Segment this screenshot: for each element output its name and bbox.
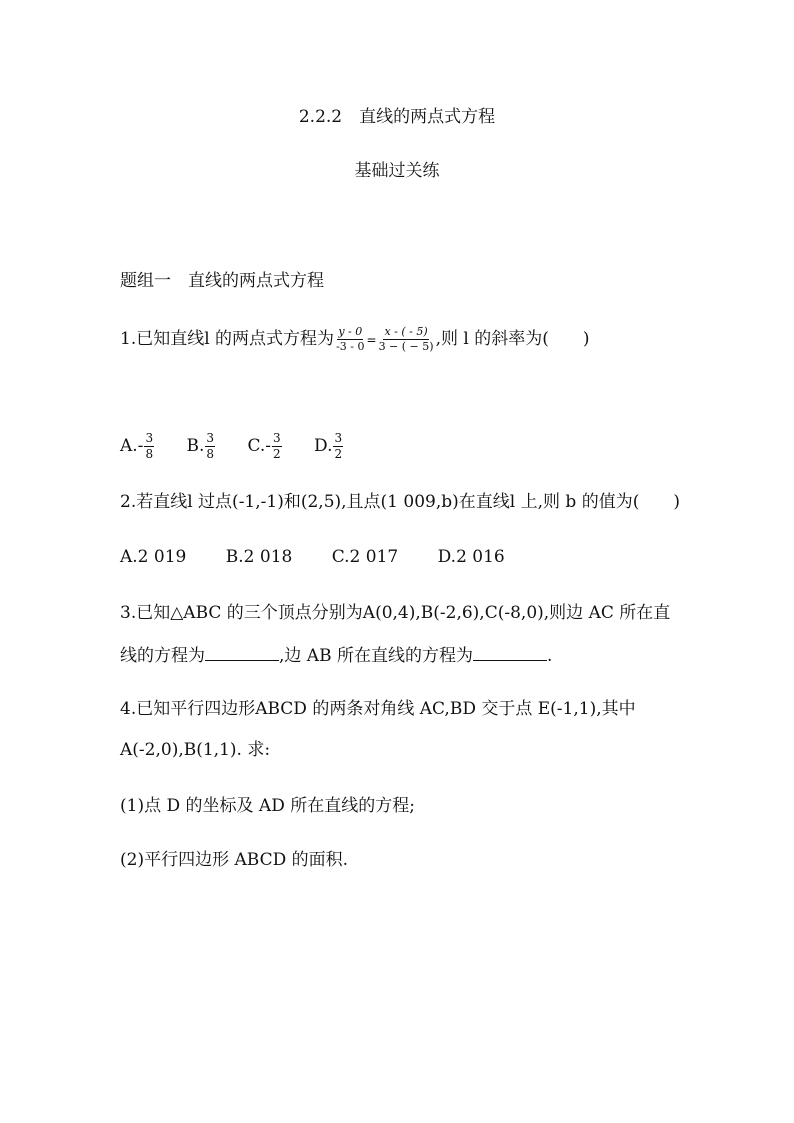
- option-b: [186, 432, 216, 461]
- fraction-x-denominator: 3 − ( − 5): [378, 340, 434, 354]
- question-2-options: [120, 549, 531, 566]
- question-1-options: [120, 432, 370, 461]
- question-3-text-a: 线的方程为: [120, 646, 205, 666]
- option-b-label: B.: [186, 436, 205, 457]
- question-4-line-1: 4.已知平行四边形ABCD 的两条对角线 AC,BD 交于点 E(-1,1),其中: [120, 699, 636, 719]
- option-a-denominator: 8: [145, 447, 154, 462]
- option-c-numerator: 3: [272, 432, 282, 447]
- option-d-denominator: 2: [334, 447, 343, 462]
- option-a-label: A.-: [120, 436, 144, 457]
- option-d: D.2 016: [437, 547, 505, 567]
- answer-blank-ab[interactable]: [473, 646, 547, 661]
- fraction-y-denominator: -3 - 0: [336, 340, 365, 354]
- page-subtitle: 基础过关练: [354, 161, 440, 181]
- option-d-numerator: 3: [333, 432, 343, 447]
- option-d-label: D.: [314, 436, 333, 457]
- option-b: B.2 018: [225, 547, 293, 567]
- option-a: [120, 432, 155, 461]
- question-1-prefix: 1.已知直线l 的两点式方程为: [120, 329, 335, 350]
- equals-sign: =: [366, 333, 377, 348]
- option-c-denominator: 2: [273, 447, 281, 462]
- question-4-part-1: (1)点 D 的坐标及 AD 所在直线的方程;: [120, 796, 415, 816]
- option-b-denominator: 8: [206, 447, 215, 462]
- question-3-text-b: ,边 AB 所在直线的方程为: [279, 646, 473, 666]
- question-1-suffix: ,则 l 的斜率为( ): [435, 329, 590, 350]
- question-4-line-2: A(-2,0),B(1,1). 求:: [120, 740, 271, 760]
- option-b-numerator: 3: [205, 432, 215, 447]
- option-a-numerator: 3: [144, 432, 154, 447]
- answer-blank-ac[interactable]: [205, 646, 279, 661]
- fraction-x-numerator: x - ( - 5): [383, 326, 428, 340]
- question-2: 2.若直线l 过点(-1,-1)和(2,5),且点(1 009,b)在直线l 上,则 b 的值为( ): [120, 492, 680, 512]
- page-title: 2.2.2 直线的两点式方程: [298, 107, 496, 127]
- question-3-line-1: 3.已知△ABC 的三个顶点分别为A(0,4),B(-2,6),C(-8,0),则边 AC 所在直: [120, 603, 671, 623]
- fraction-x: [378, 326, 435, 353]
- section-heading: 题组一 直线的两点式方程: [120, 271, 324, 291]
- option-c: [247, 432, 282, 461]
- option-a: A.2 019: [120, 547, 187, 567]
- option-a-fraction: [144, 432, 154, 461]
- fraction-y-numerator: y - 0: [337, 326, 363, 340]
- option-c-fraction: [272, 432, 282, 461]
- question-1: [120, 326, 589, 353]
- fraction-y: [335, 326, 365, 353]
- option-d: [314, 432, 344, 461]
- option-d-fraction: [333, 432, 343, 461]
- option-b-fraction: [205, 432, 215, 461]
- question-3-text-c: .: [546, 646, 553, 666]
- option-c: C.2 017: [331, 547, 399, 567]
- question-3-line-2: [120, 646, 552, 665]
- option-c-label: C.-: [247, 436, 271, 457]
- question-4-part-2: (2)平行四边形 ABCD 的面积.: [120, 850, 349, 870]
